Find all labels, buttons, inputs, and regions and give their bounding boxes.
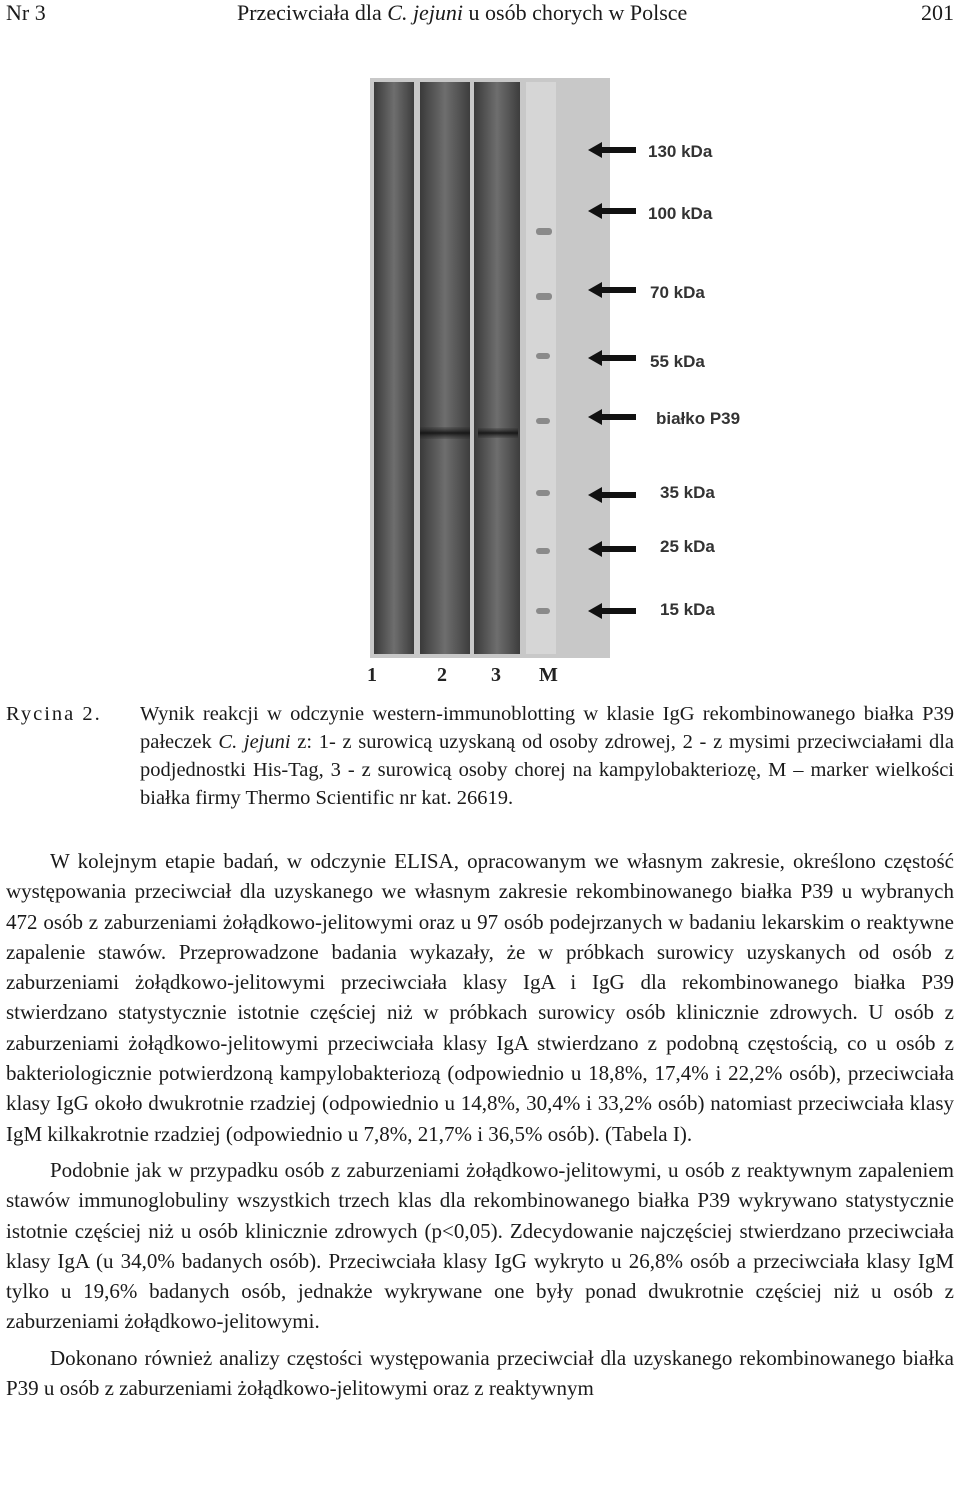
caption-text	[140, 700, 954, 812]
caption-label: Rycina 2.	[6, 703, 102, 725]
lane-label-m: M	[539, 664, 558, 686]
marker-label-25: 25 kDa	[660, 537, 715, 556]
running-title-suffix: u osób chorych w Polsce	[463, 0, 688, 25]
running-title	[237, 0, 687, 26]
paragraph-3: Dokonano również analizy częstości występowania przeciwciał dla uzyskanego rekombinowanego białka P39 u osób z zaburzeniami żołądkowo-jelitowymi oraz z reaktywnym	[6, 1345, 954, 1401]
marker-label-35: 35 kDa	[660, 483, 715, 502]
arrow-shaft	[610, 546, 636, 552]
marker-band	[536, 353, 550, 359]
arrow-shaft	[610, 492, 636, 498]
marker-band	[536, 418, 550, 424]
caption-text-b: z: 1- z surowicą uzyskaną od osoby zdrowej, 2 - z mysimi przeciwciałami dla podjednostki His-Tag, 3 - z surowicą osoby chorej na kampylobakteriozę, M – marker wielkości białka firmy Thermo Scientific nr kat. 26619.	[140, 731, 954, 809]
running-title-species: C. jejuni	[387, 0, 464, 25]
lane-label-1: 1	[367, 664, 377, 686]
western-blot-figure	[370, 78, 610, 658]
lane-label-2: 2	[437, 664, 447, 686]
marker-band	[536, 490, 550, 496]
lane-3	[474, 82, 520, 654]
marker-label-70: 70 kDa	[650, 283, 705, 302]
arrow-shaft	[610, 414, 636, 420]
marker-band	[536, 548, 550, 554]
caption-text-a: Wynik reakcji w odczynie western-immunoblotting w klasie IgG rekombinowanego białka P39 pałeczek	[140, 703, 954, 753]
lane-2	[420, 82, 470, 654]
arrow-shaft	[610, 287, 636, 293]
lane-marker	[526, 82, 556, 654]
running-title-prefix: Przeciwciała dla	[237, 0, 388, 25]
paragraph-1: W kolejnym etapie badań, w odczynie ELISA, opracowanym we własnym zakresie, określono częstość występowania przeciwciał dla uzyskanego we własnym zakresie rekombinowanego białka P39 u wybranych 472 osób z zaburzeniami żołądkowo-jelitowymi oraz u 97 osób podejrzanych w badaniu lekarskim o reaktywne zapalenie stawów. Przeprowadzone badania wykazały, że w próbkach surowicy uzyskanych od osób z zaburzeniami żołądkowo-jelitowymi przeciwciała klasy IgA i IgG dla rekombinowanego białka P39 stwierdzano statystycznie istotnie częściej niż w próbkach surowicy osób klinicznie zdrowych. U osób z zaburzeniami żołądkowo-jelitowymi przeciwciała klasy IgA stwierdzano z podobną częstością, co u osób z bakteriologicznie potwierdzoną kampylobakteriozą (odpowiednio u 18,8%, 17,4% i 22,2% osób), przeciwciała klasy IgG około dwukrotnie rzadziej (odpowiednio u 14,8%, 30,4% i 33,2% osób) natomiast przeciwciała klasy IgM kilkakrotnie rzadziej (odpowiednio u 7,8%, 21,7% i 36,5% osób). (Tabela I).	[6, 849, 954, 1146]
band-p39-lane-2	[420, 427, 470, 439]
paragraph-2: Podobnie jak w przypadku osób z zaburzeniami żołądkowo-jelitowymi, u osób z reaktywnym zapaleniem stawów immunoglobuliny wszystkich trzech klas dla rekombinowanego białka P39 wykrywano statystycznie istotnie częściej niż u osób klinicznie zdrowych (p<0,05). Zdecydowanie najczęściej stwierdzano przeciwciała klasy IgA (u 34,0% badanych osób). Przeciwciała klasy IgG wykryto u 26,8% osób a przeciwciała klasy IgM tylko u 19,6% badanych osób, jednakże wykrywane one były ponad dwukrotnie częściej niż u osób z zaburzeniami żołądkowo-jelitowymi.	[6, 1157, 954, 1334]
marker-label-p39: białko P39	[656, 409, 741, 428]
arrow-shaft	[610, 355, 636, 361]
page-number: 201	[921, 0, 954, 25]
lane-label-3: 3	[491, 664, 501, 686]
marker-band	[536, 608, 550, 614]
caption-species: C. jejuni	[218, 731, 291, 753]
marker-label-100: 100 kDa	[648, 204, 713, 223]
marker-label-130: 130 kDa	[648, 142, 713, 161]
marker-band	[536, 293, 552, 300]
lane-1	[374, 82, 414, 654]
arrow-shaft	[610, 208, 636, 214]
arrow-shaft	[610, 608, 636, 614]
running-header	[0, 0, 960, 30]
marker-arrows-tail	[610, 78, 640, 658]
marker-label-15: 15 kDa	[660, 600, 715, 619]
figure-caption	[6, 700, 954, 812]
arrow-shaft	[610, 147, 636, 153]
issue-number: Nr 3	[6, 0, 46, 25]
marker-band	[536, 228, 552, 235]
band-p39-lane-3	[478, 428, 518, 438]
marker-label-55: 55 kDa	[650, 352, 705, 371]
body-text	[6, 846, 954, 1403]
